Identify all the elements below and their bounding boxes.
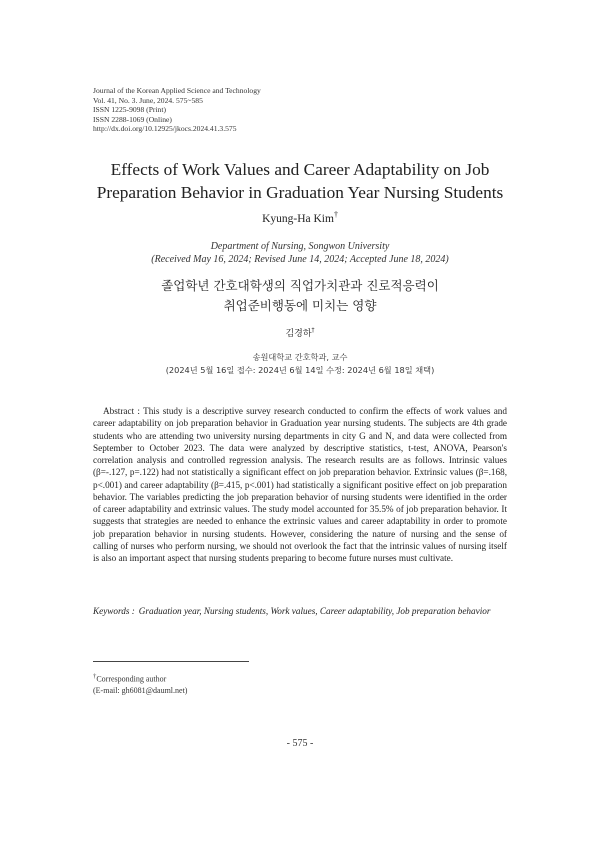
affiliation-dates: (Received May 16, 2024; Revised June 14, 2024; Accepted June 18, 2024) (151, 254, 449, 265)
korean-title-line-1: 졸업학년 간호대학생의 직업가치관과 진로적응력이 (161, 278, 439, 293)
title-line-2: Preparation Behavior in Graduation Year Nursing Students (96, 183, 504, 202)
keywords-values: Graduation year, Nursing students, Work values, Career adaptability, Job preparation behavior (138, 606, 491, 616)
korean-author-name: 김경하 (285, 329, 312, 339)
journal-name: Journal of the Korean Applied Science and Technology (93, 86, 261, 95)
journal-issn-online: ISSN 2288-1069 (Online) (93, 114, 172, 124)
korean-title (0, 276, 600, 316)
footnote-mark: † (93, 673, 97, 680)
abstract-separator: : (134, 406, 144, 416)
journal-volume: Vol. 41, No. 3. June, 2024. 575~585 (93, 95, 203, 105)
page-number: - 575 - (286, 738, 314, 749)
keywords-label: Keywords : (93, 606, 135, 616)
abstract-label: Abstract (103, 406, 135, 416)
keywords (93, 605, 507, 617)
affiliation (0, 240, 600, 266)
journal-info (93, 86, 261, 134)
korean-affiliation-dept: 송원대학교 간호학과, 교수 (252, 352, 348, 362)
title-line-1: Effects of Work Values and Career Adaptability on Job (110, 160, 490, 179)
korean-affiliation (0, 351, 600, 377)
abstract (93, 405, 507, 564)
journal-doi[interactable]: http://dx.doi.org/10.12925/jkocs.2024.41.3.575 (93, 124, 237, 134)
footnote-divider (93, 661, 249, 662)
korean-author-mark: † (311, 327, 315, 334)
korean-affiliation-dates: (2024년 5월 16일 접수: 2024년 6월 14일 수정: 2024년 6월 18일 채택) (165, 365, 435, 375)
korean-title-line-2: 취업준비행동에 미치는 영향 (223, 298, 377, 313)
author-mark: † (333, 210, 338, 219)
footnote (93, 671, 187, 696)
affiliation-dept: Department of Nursing, Songwon University (210, 241, 390, 252)
journal-issn-print: ISSN 1225-9098 (Print) (93, 105, 166, 115)
author-name: Kyung-Ha Kim (262, 212, 334, 225)
footnote-email: (E-mail: gh6081@dauml.net) (93, 685, 188, 695)
korean-author (0, 326, 600, 339)
author (0, 210, 600, 225)
paper-title (60, 158, 540, 204)
abstract-text: This study is a descriptive survey research conducted to confirm the effects of work values and career adaptability on job preparation behavior in Graduation year nursing students. The subjects are 4th grade students who are attending two university nursing departments in city G and N, and data were collected from September to October 2023. The data were analyzed by descriptive statistics, t-test, ANOVA, Pearson's correlation analysis and controlled regression analysis. The research results are as follows. Intrinsic values (β=-.127, p=.122) had not statistically a significant effect on job preparation behavior. Extrinsic values (β=.168, p<.001) and career adaptability (β=.415, p<.001) had statistically a significant positive effect on job preparation behavior. The variables predicting the job preparation behavior of nursing students were identified in the order of career adaptability and extrinsic values. The study model accounted for 35.5% of job preparation behavior. It suggests that strategies are needed to enhance the extrinsic values and career adaptability in order to promote job preparation behavior in nursing students. However, considering the nature of nursing and the sense of calling of nurses who perform nursing, we should not overlook the fact that the intrinsic values of nursing itself is also an important aspect that nursing students preparing to become future nurses must cultivate. (93, 406, 507, 563)
footnote-corresponding: Corresponding author (96, 674, 167, 684)
